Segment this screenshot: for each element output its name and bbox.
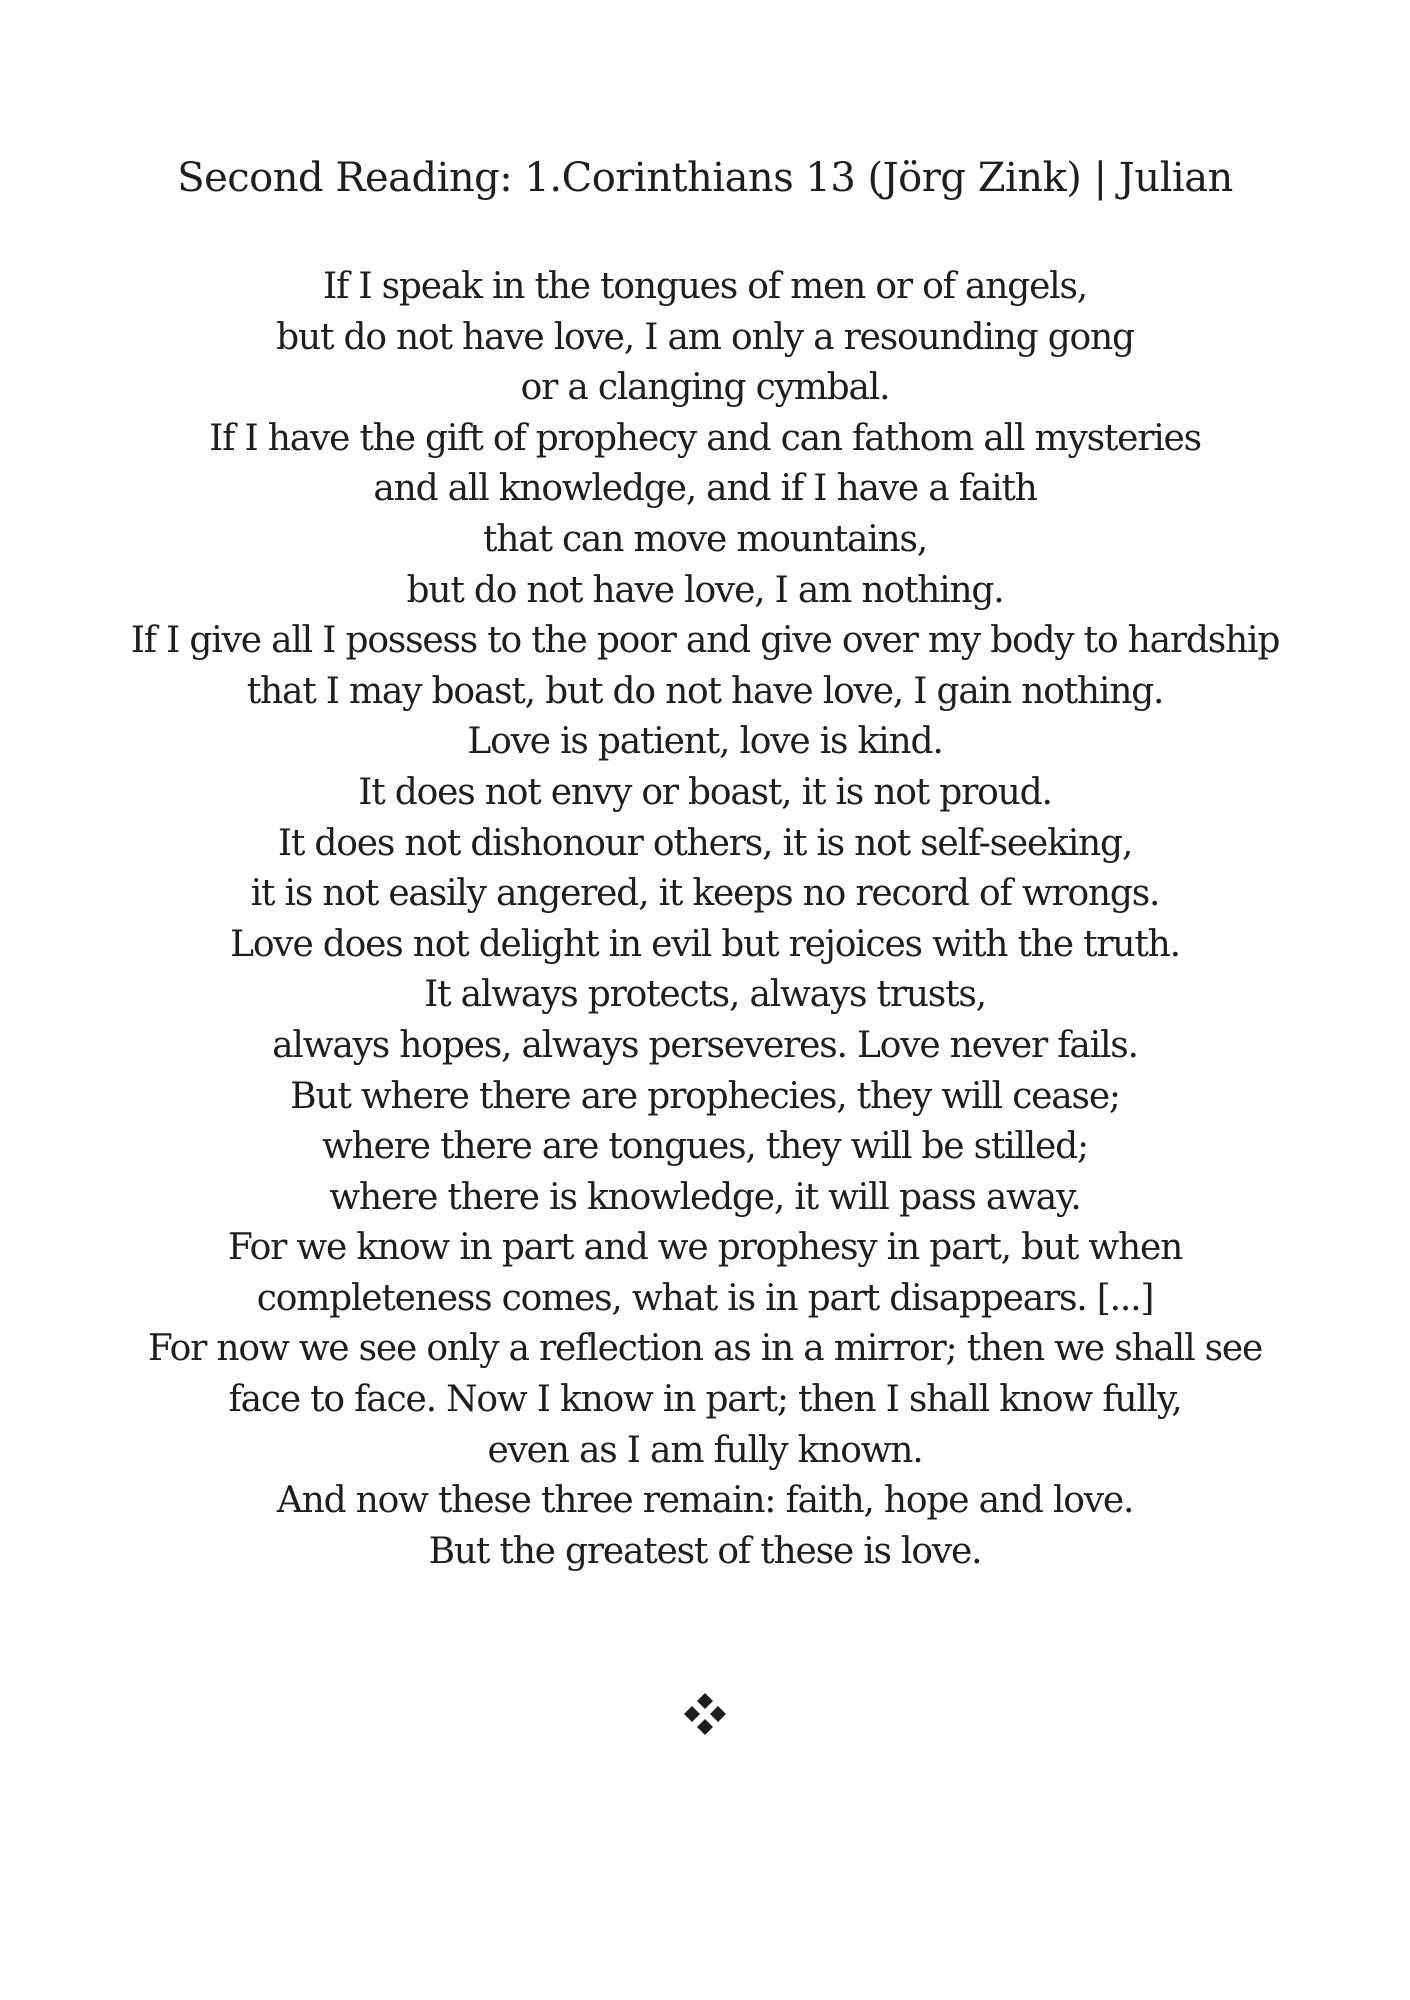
page-title: Second Reading: 1.Corinthians 13 (Jörg Zink) | Julian	[177, 155, 1233, 201]
reading-line: For now we see only a reflection as in a mirror; then we shall see	[147, 1328, 1263, 1370]
ornament-diamond-left	[684, 1706, 700, 1722]
reading-line: but do not have love, I am nothing.	[406, 569, 1004, 611]
reading-line: it is not easily angered, it keeps no record of wrongs.	[250, 873, 1160, 915]
reading-line: It does not envy or boast, it is not proud.	[358, 771, 1052, 813]
reading-line: that can move mountains,	[482, 518, 928, 560]
reading-line: and all knowledge, and if I have a faith	[373, 468, 1037, 510]
four-diamonds-ornament-icon	[681, 1690, 729, 1738]
reading-line: Love is patient, love is kind.	[467, 721, 943, 763]
ornament-diamond-top	[697, 1693, 713, 1709]
reading-line: but do not have love, I am only a resounding gong	[276, 316, 1134, 358]
ornament-diamond-right	[710, 1706, 726, 1722]
reading-line: It always protects, always trusts,	[424, 974, 986, 1016]
reading-line: where there is knowledge, it will pass away.	[329, 1176, 1081, 1218]
reading-line: or a clanging cymbal.	[520, 367, 890, 409]
reading-line: It does not dishonour others, it is not self-seeking,	[277, 822, 1133, 864]
reading-line: even as I am fully known.	[487, 1429, 923, 1471]
reading-line: If I speak in the tongues of men or of angels,	[322, 266, 1088, 307]
reading-line: For we know in part and we prophesy in part, but when	[227, 1227, 1183, 1269]
reading-line: face to face. Now I know in part; then I shall know fully,	[228, 1379, 1182, 1421]
reading-line: that I may boast, but do not have love, I gain nothing.	[246, 670, 1164, 712]
reading-line: If I have the gift of prophecy and can fathom all mysteries	[209, 417, 1201, 459]
ornament-diamond-bottom	[697, 1719, 713, 1735]
reading-line: But where there are prophecies, they will cease;	[290, 1075, 1120, 1117]
reading-line: And now these three remain: faith, hope and love.	[276, 1480, 1134, 1522]
reading-line: Love does not delight in evil but rejoices with the truth.	[230, 923, 1180, 965]
reading-line: But the greatest of these is love.	[428, 1530, 982, 1572]
reading-line: completeness comes, what is in part disappears. [...]	[256, 1277, 1154, 1319]
reading-line: always hopes, always perseveres. Love never fails.	[272, 1024, 1138, 1066]
reading-text	[0, 262, 1410, 1577]
reading-line: where there are tongues, they will be stilled;	[322, 1126, 1088, 1168]
reading-line: If I give all I possess to the poor and give over my body to hardship	[130, 620, 1280, 662]
